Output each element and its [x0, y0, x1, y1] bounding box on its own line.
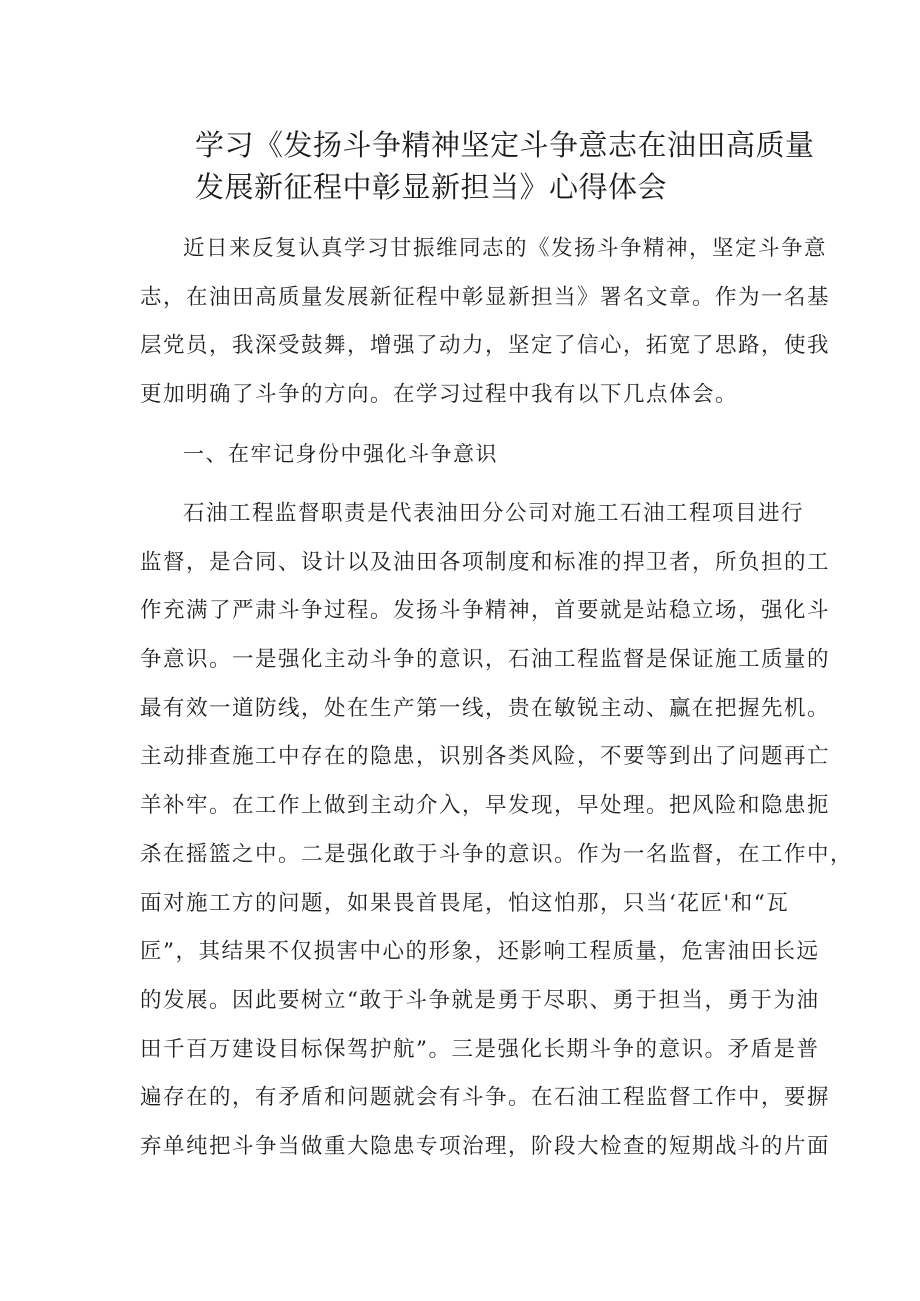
section-heading: 一、在牢记身份中强化斗争意识 — [183, 442, 498, 466]
paragraph-line: 主动排查施工中存在的隐患，识别各类风险，不要等到出了问题再亡 — [140, 744, 831, 770]
paragraph-line: 石油工程监督职责是代表油田分公司对施工石油工程项目进行 — [183, 501, 805, 526]
paragraph-line: 志，在油田高质量发展新征程中彰显新担当》署名文章。作为一名基 — [140, 284, 831, 310]
paragraph-line: 层党员，我深受鼓舞，增强了动力，坚定了信心，拓宽了思路，使我 — [140, 333, 831, 359]
title-line: 发展新征程中彰显新担当》心得体会 — [195, 170, 668, 204]
section1-paragraph — [140, 490, 854, 1172]
document-title — [195, 124, 835, 208]
paragraph-line: 杀在摇篮之中。二是强化敢于斗争的意识。作为一名监督，在工作中， — [140, 841, 854, 867]
paragraph-line: 监督，是合同、设计以及油田各项制度和标准的捍卫者，所负担的工 — [140, 549, 831, 575]
paragraph-line: 争意识。一是强化主动斗争的意识，石油工程监督是保证施工质量的 — [140, 647, 831, 673]
intro-paragraph — [140, 225, 831, 420]
paragraph-line: 面对施工方的问题，如果畏首畏尾，怕这怕那，只当‘花匠'和“瓦 — [140, 890, 790, 916]
paragraph-line: 遍存在的，有矛盾和问题就会有斗争。在石油工程监督工作中，要摒 — [140, 1085, 831, 1111]
paragraph-line: 弃单纯把斗争当做重大隐患专项治理，阶段大检查的短期战斗的片面 — [140, 1133, 831, 1159]
paragraph-line: 田千百万建设目标保驾护航”。三是强化长期斗争的意识。矛盾是普 — [140, 1036, 820, 1062]
title-line: 学习《发扬斗争精神坚定斗争意志在油田高质量 — [195, 128, 815, 162]
paragraph-line: 最有效一道防线，处在生产第一线，贵在敏锐主动、赢在把握先机。 — [140, 695, 831, 721]
paragraph-line: 更加明确了斗争的方向。在学习过程中我有以下几点体会。 — [140, 382, 739, 408]
paragraph-line: 的发展。因此要树立“敢于斗争就是勇于尽职、勇于担当，勇于为油 — [140, 987, 820, 1013]
paragraph-line: 羊补牢。在工作上做到主动介入，早发现，早处理。把风险和隐患扼 — [140, 793, 831, 819]
paragraph-line: 近日来反复认真学习甘振维同志的《发扬斗争精神，坚定斗争意 — [183, 236, 828, 261]
paragraph-line: 作充满了严肃斗争过程。发扬斗争精神，首要就是站稳立场，强化斗 — [140, 598, 831, 624]
paragraph-line: 匠”，其结果不仅损害中心的形象，还影响工程质量，危害油田长远 — [140, 939, 820, 965]
